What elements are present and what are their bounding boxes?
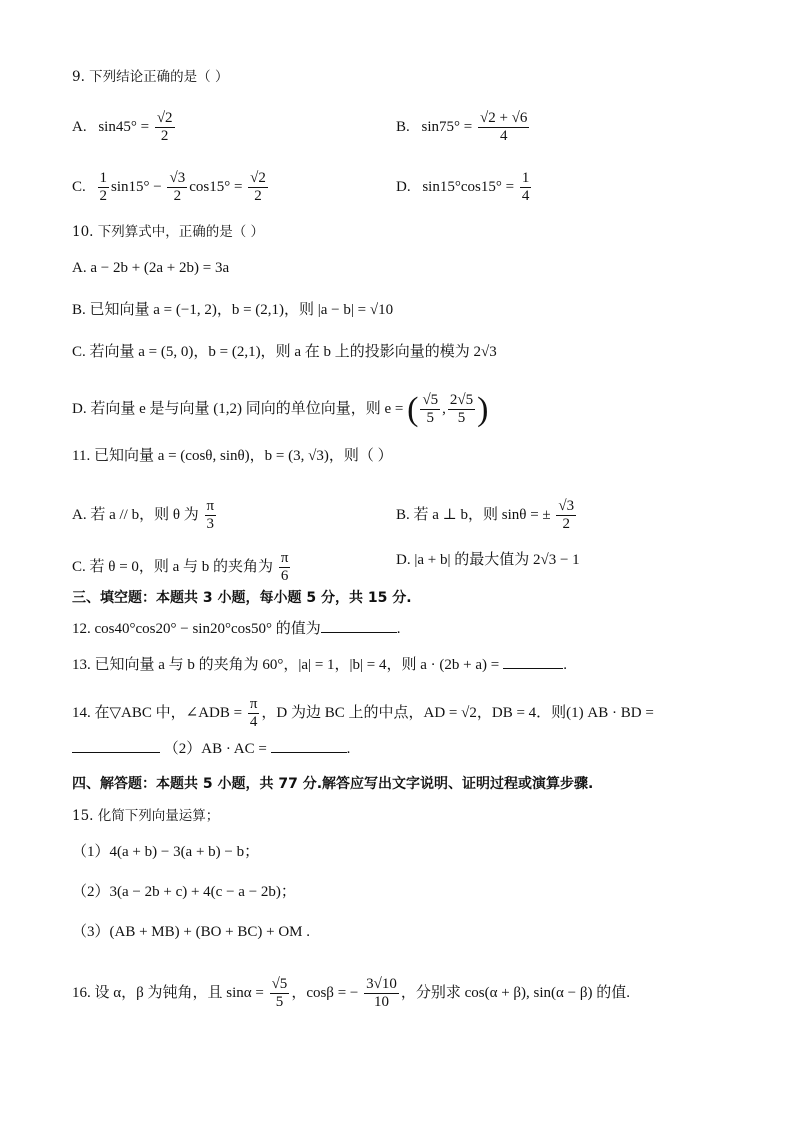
expr: D. 若向量 e 是与向量 (1,2) 同向的单位向量，则 e = [72, 401, 404, 418]
expr: sin15°cos15° = [422, 179, 515, 196]
expr: B. 若 a ⊥ b，则 sinθ = ± [396, 507, 551, 524]
expr: ，分别求 cos(α + β), sin(α − β) 的值. [400, 985, 630, 1002]
fraction: $\frac{√3}{2}$ [169, 170, 186, 205]
section-3-heading: 三、填空题：本题共 3 小题，每小题 5 分，共 15 分. [72, 590, 412, 606]
q10-stem: 10. 下列算式中，正确的是（ ） [72, 224, 265, 240]
q16 [72, 976, 630, 1012]
q11-option-c [72, 550, 292, 586]
q9-stem: 9. 下列结论正确的是（ ） [72, 69, 229, 85]
expr: . [346, 741, 351, 757]
expr: A. 若 a // b，则 θ 为 [72, 507, 199, 524]
fraction: $\frac{√2}{2}$ [250, 170, 266, 205]
expr: 13. 已知向量 a 与 b 的夹角为 60°，|a| = 1，|b| = 4，则 a · (2b + a) = [72, 657, 500, 673]
expr: （2）AB · AC = [163, 741, 267, 757]
q11-option-d: D. |a + b| 的最大值为 2√3 − 1 [396, 552, 580, 568]
q14-line2 [72, 738, 350, 759]
fraction: $\frac{\pi}{3}$ [206, 498, 215, 533]
q9-option-d [396, 170, 533, 206]
q12 [72, 618, 400, 639]
expr: ，D 为边 BC 上的中点，AD = √2，DB = 4．则(1) AB · BD = [261, 705, 654, 722]
expr: sin75° = [421, 119, 473, 136]
q10-option-a: A. a − 2b + (2a + 2b) = 3a [72, 260, 230, 276]
q9-option-b [396, 110, 531, 146]
expr: sin15° − [111, 179, 162, 196]
fraction: $\frac{1}{2}$ [99, 170, 108, 205]
option-label: B. [396, 119, 410, 136]
q13 [72, 654, 567, 675]
fraction: $\frac{3√10}{10}$ [366, 976, 397, 1011]
q10-option-c: C. 若向量 a = (5, 0)，b = (2,1)，则 a 在 b 上的投影向量的模为 2√3 [72, 344, 497, 360]
answer-blank [321, 618, 397, 633]
q9-option-a [72, 110, 177, 146]
q15-stem: 15. 化简下列向量运算； [72, 808, 220, 824]
fraction: $\frac{1}{4}$ [521, 170, 530, 205]
expr: . [396, 621, 401, 637]
expr: sin45° = [98, 119, 150, 136]
q11-option-b [396, 498, 578, 534]
q11-stem: 11. 已知向量 a = (cosθ, sinθ)，b = (3, √3)，则（ ） [72, 448, 393, 464]
q10-option-b: B. 已知向量 a = (−1, 2)，b = (2,1)，则 |a − b| = √10 [72, 302, 394, 318]
option-label: C. [72, 179, 86, 196]
answer-blank [72, 738, 160, 753]
q9-option-c [72, 170, 270, 206]
expr: 14. 在▽ABC 中，∠ADB = [72, 705, 243, 722]
fraction: $\frac{\pi}{4}$ [249, 696, 258, 731]
expr: ，cosβ = − [291, 985, 359, 1002]
expr: 16. 设 α，β 为钝角，且 sinα = [72, 985, 264, 1002]
q15-part-2: （2）3(a − 2b + c) + 4(c − a − 2b)； [72, 884, 296, 900]
expr: C. 若 θ = 0，则 a 与 b 的夹角为 [72, 559, 274, 576]
q11-option-a [72, 498, 218, 534]
q15-part-1: （1）4(a + b) − 3(a + b) − b； [72, 844, 260, 860]
q10-option-d: D. 若向量 e 是与向量 (1,2) 同向的单位向量，则 e = ( $\frac{√5}{5}$ , $\frac{2√5}{5}$ ) [72, 390, 489, 428]
fraction: $\frac{√3}{2}$ [558, 498, 575, 533]
section-4-heading: 四、解答题：本题共 5 小题，共 77 分.解答应写出文字说明、证明过程或演算步骤. [72, 776, 594, 792]
option-label: A. [72, 119, 87, 136]
expr: cos15° = [189, 179, 243, 196]
answer-blank [271, 738, 347, 753]
fraction: $\frac{√2 + √6}{4}$ [479, 110, 528, 145]
fraction: $\frac{\pi}{6}$ [280, 550, 289, 585]
fraction: $\frac{√5}{5}$ [422, 392, 439, 427]
q14-line1 [72, 696, 654, 732]
answer-blank [503, 654, 563, 669]
q15-part-3: （3）(AB + MB) + (BO + BC) + OM . [72, 924, 311, 940]
option-label: D. [396, 179, 411, 196]
fraction: $\frac{√2}{2}$ [156, 110, 173, 145]
expr: 12. cos40°cos20° − sin20°cos50° 的值为 [72, 621, 321, 637]
fraction: $\frac{2√5}{5}$ [449, 392, 474, 427]
expr: . [563, 657, 567, 673]
fraction: $\frac{√5}{5}$ [271, 976, 288, 1011]
